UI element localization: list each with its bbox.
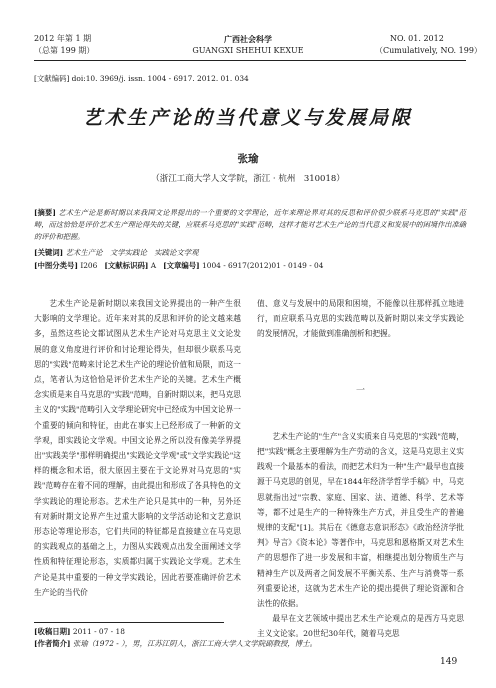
clc-value: I206 (80, 261, 98, 270)
page-number: 149 (440, 657, 458, 667)
journal-name: 广西社会科学 (224, 34, 272, 44)
abstract (34, 207, 466, 243)
keywords-text: 艺术生产论 文学实践论 实践论文学观 (65, 248, 199, 257)
abstract-text: 艺术生产论是新时期以来我国文论界提出的一个重要的文学理论，近年来理论界对其的反思和评价很少联系马克思的"实践"范畴，而这恰恰是评价艺术生产理论得失的关键，应联系马克思的"实践"范畴，这样才能对艺术生产论的当代意义和发展中的困境作出准确的评价和把握。 (34, 208, 466, 241)
body-paragraph: 艺术生产论是新时期以来我国文论界提出的一种产生很大影响的文学理论。近年来对其的反思和评价的论文越来越多，虽然这些论文都试图从艺术生产论对马克思主义文论发展的意义角度进行评价和讨论理论得失，但却很少联系马克思的"实践"范畴来讨论艺术生产论的理论价值和局限，而这一点，笔者认为这恰恰是评价艺术生产论的关键。艺术生产概念实质是来自马克思的"实践"范畴，自新时期以来，把马克思主义的"实践"范畴引入文学理论研究中已经成为中国文论界一个重要的倾向和特征，由此在事实上已经形成了一种新的文学观，即实践论文学观。中国文论界之所以没有像美学界提出"实践美学"那样明确提出"实践论文学观"或"文学实践论"这样的概念和术语，很大原因主要在于文论界对马克思的"实践"范畴存在着不同的理解，由此提出和形成了各具特色的文学实践论的理论形态。艺术生产论只是其中的一种，另外还有对新时期文论界产生过重大影响的文学活动论和文艺意识形态论等理论形态，它们共同的特征都是直接建立在马克思的实践观点的基础之上，力图从实践观点出发全面阐述文学性质和特征理论形态，实质都归属于实践论文学观。艺术生产论是其中重要的一种文学实践论，因此若要准确评价艺术生产论的当代价 (34, 299, 241, 597)
doi-line: [文献编码] doi:10. 3969/j. issn. 1004 - 6917. 2012. 01. 034 (34, 74, 249, 83)
body-paragraph: 艺术生产论的"生产"含义实质来自马克思的"实践"范畴，把"实践"概念主要理解为生产劳动的含义，这是马克思主义实践观一个最基本的看法，而把艺术归为一种"生产"最早也直接源于马克思的创见，早在1844年经济学哲学手稿》中，马克思就指出过"宗教、家庭、国家、法、道德、科学、艺术等等，都不过是生产的一种特殊生产方式，并且受生产的普遍规律的支配"[1]。其后在《德意志意识形态》《政治经济学批判》导言》《资本论》等著作中，马克思和恩格斯又对艺术生产的思想作了进一步发展和丰富，相继提出划分物质生产与精神生产以及两者之间发展不平衡关系、生产与消费等一系列重要论述，这就为艺术生产论的提出提供了理论资源和合法性的依据。 (257, 431, 464, 609)
author-bio (34, 638, 334, 650)
classification-line (34, 260, 466, 271)
header-rule (34, 60, 466, 61)
received-label: [收稿日期] (34, 627, 71, 636)
author-bio-text: 张瑜（1972 - ），男，江苏江阴人，浙江工商大学人文学院副教授，博士。 (72, 639, 317, 648)
article-title: 艺术生产论的当代意义与发展局限 (82, 107, 413, 129)
article-number-value: 1004 - 6917(2012)01 - 0149 - 04 (202, 261, 324, 270)
journal-issue: 2012 年第 1 期 (34, 34, 92, 43)
author-affiliation: （浙江工商大学人文学院，浙江 · 杭州 310018） (151, 174, 345, 184)
author-bio-label: [作者简介] (34, 639, 71, 648)
received-date (34, 626, 334, 638)
issue-number: NO. 01. 2012 (390, 34, 444, 43)
issue-cumulative: （Cumulatively, NO. 199） (375, 46, 482, 55)
body-column-left (34, 296, 241, 600)
body-paragraph-continued: 值、意义与发展中的局限和困境，不能像以往那样孤立地进行，而应联系马克思的实践范畴以及新时期以来文学实践论的发展情况，才能做到准确剖析和把握。 (257, 299, 464, 339)
abstract-label: [摘要] (34, 208, 56, 217)
journal-cumulative-issue: （总第 199 期） (34, 46, 95, 55)
journal-name-en: GUANGXI SHEHUI KEXUE (192, 46, 304, 55)
body-paragraph: 最早在文艺领域中提出艺术生产论观点的是西方马克思主义文论家。20世纪30年代，随着马克思 (257, 614, 464, 639)
footnote-rule (34, 622, 224, 623)
body-column-right (257, 296, 464, 642)
doc-code-label: [文献标识码] (104, 261, 149, 270)
received-value: 2011 - 07 - 18 (72, 627, 125, 636)
article-number-label: [文章编号] (163, 261, 200, 270)
keywords (34, 247, 466, 258)
clc-label: [中图分类号] (34, 261, 78, 270)
keywords-label: [关键词] (34, 248, 64, 257)
section-number: 一 (355, 385, 365, 396)
doc-code-value: A (150, 261, 157, 270)
author-name: 张瑜 (237, 153, 259, 165)
